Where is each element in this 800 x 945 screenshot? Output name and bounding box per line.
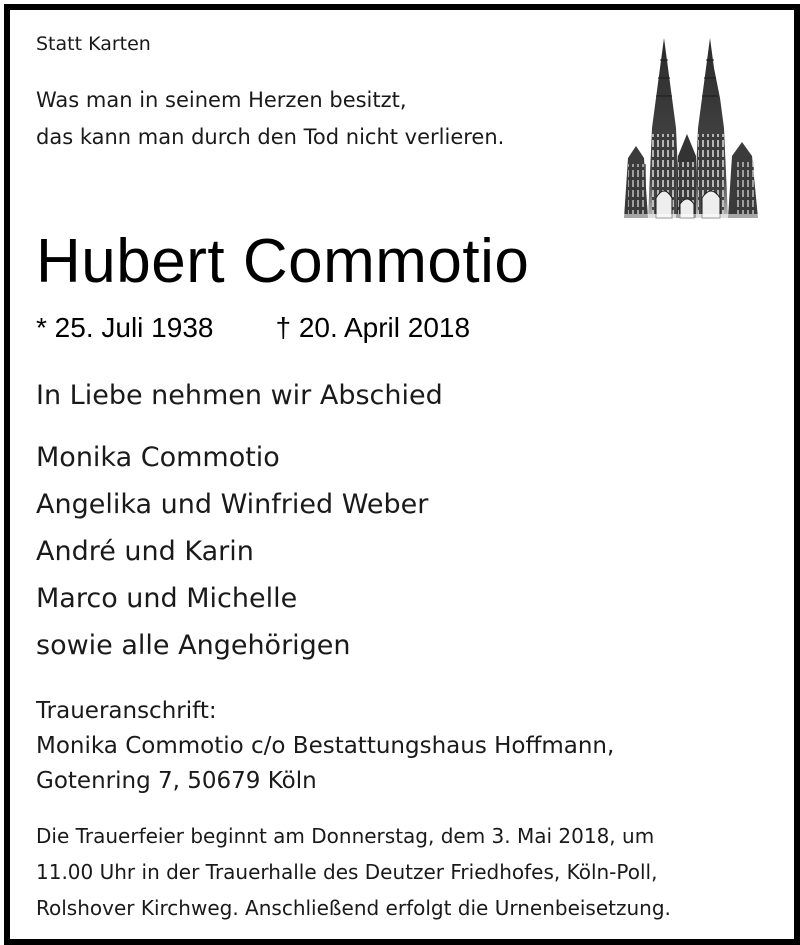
mourner-name: Monika Commotio xyxy=(36,442,280,473)
ceremony-info xyxy=(36,818,671,926)
address-line: Gotenring 7, 50679 Köln xyxy=(36,768,317,794)
motto-quote xyxy=(36,82,504,156)
mourning-address xyxy=(36,694,614,799)
obituary-frame xyxy=(4,4,800,945)
cathedral-icon xyxy=(616,38,766,224)
statt-karten-label: Statt Karten xyxy=(36,33,151,55)
mourners-list xyxy=(36,434,428,669)
mourner-name: sowie alle Angehörigen xyxy=(36,630,351,661)
death-date: † 20. April 2018 xyxy=(275,312,471,343)
ceremony-line: 11.00 Uhr in der Trauerhalle des Deutzer Friedhofes, Köln-Poll, xyxy=(36,860,658,884)
address-line: Monika Commotio c/o Bestattungshaus Hoffmann, xyxy=(36,733,615,759)
mourner-name: Marco und Michelle xyxy=(36,583,298,614)
ceremony-line: Rolshover Kirchweg. Anschließend erfolgt die Urnenbeisetzung. xyxy=(36,896,671,920)
motto-line: Was man in seinem Herzen besitzt, xyxy=(36,88,407,112)
mourner-name: André und Karin xyxy=(36,536,254,567)
mourner-name: Angelika und Winfried Weber xyxy=(36,489,429,520)
motto-line: das kann man durch den Tod nicht verlieren. xyxy=(36,125,505,149)
life-dates xyxy=(36,312,470,344)
address-line: Traueranschrift: xyxy=(36,698,217,724)
deceased-name: Hubert Commotio xyxy=(36,227,530,296)
farewell-intro: In Liebe nehmen wir Abschied xyxy=(36,380,443,411)
birth-date: * 25. Juli 1938 xyxy=(36,312,214,343)
ceremony-line: Die Trauerfeier beginnt am Donnerstag, dem 3. Mai 2018, um xyxy=(36,824,655,848)
